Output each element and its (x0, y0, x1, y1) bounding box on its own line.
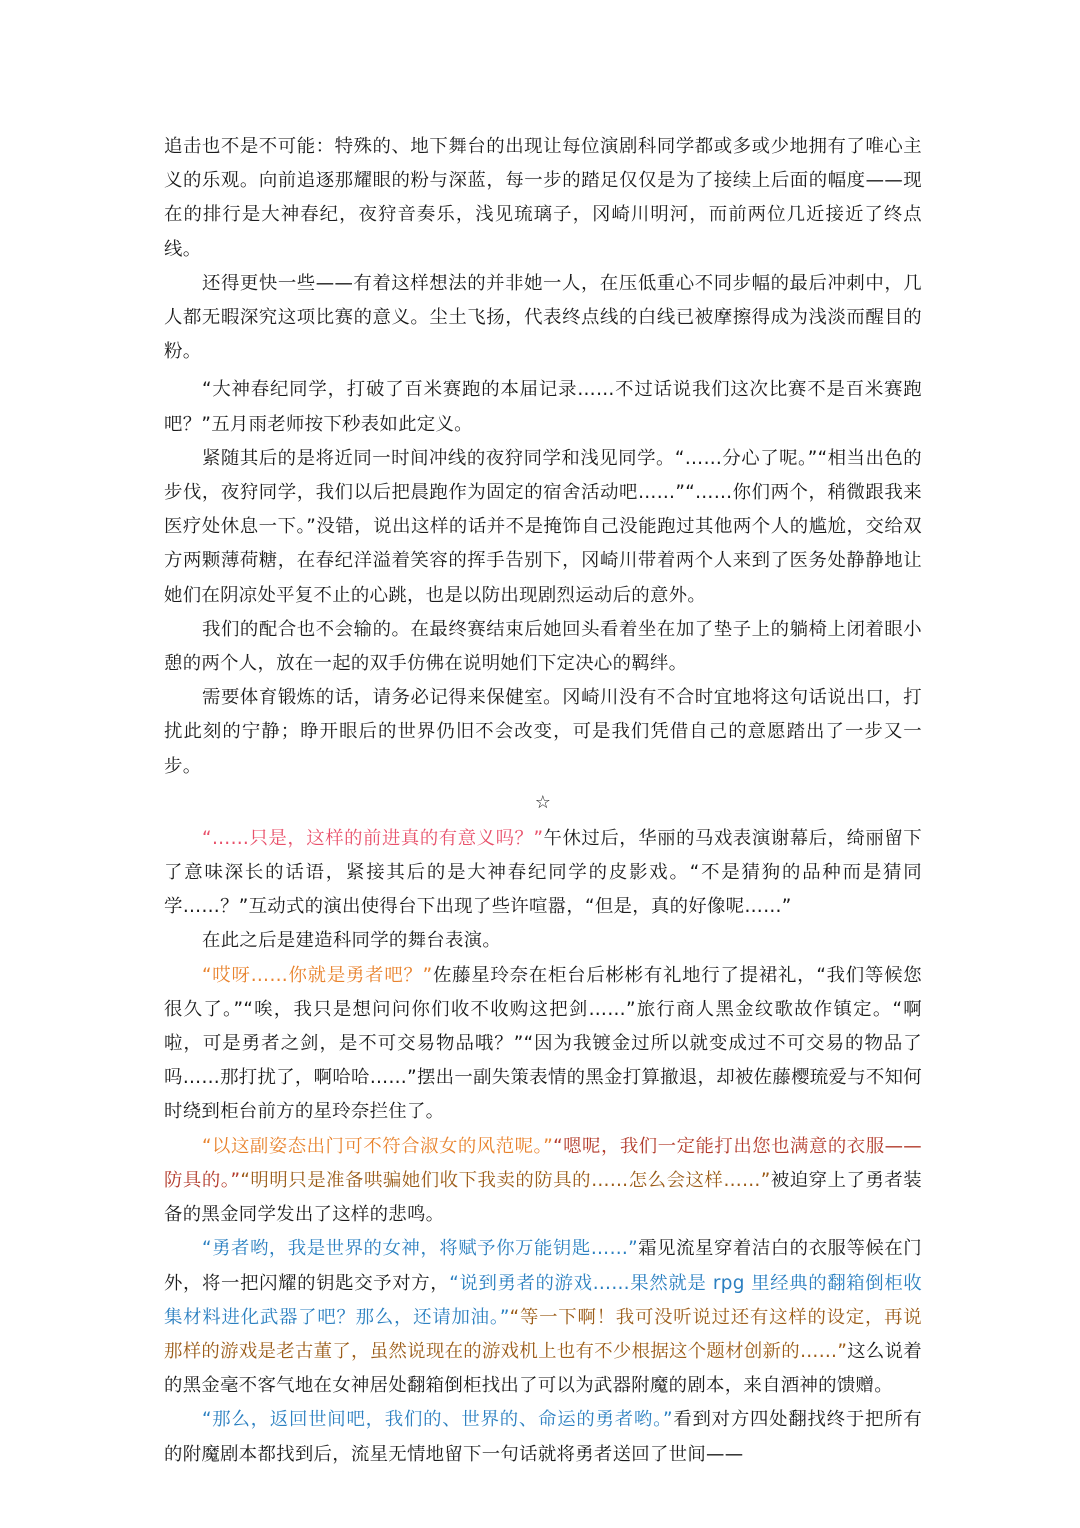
story-text (164, 130, 922, 1472)
paragraph-2: 还得更快一些——有着这样想法的并非她一人，在压低重心不同步幅的最后冲刺中，几人都无暇深究这项比赛的意义。尘土飞扬，代表终点线的白线已被摩擦得成为浅淡而醒目的粉。 (164, 272, 922, 363)
quote-ryusei: “说到勇者的游戏……果然就是 rpg 里经典的翻箱倒柜收集材料进化武器了吧？那么，还请加油。” (164, 1272, 922, 1328)
paragraph-8: 在此之后是建造科同学的舞台表演。 (202, 930, 502, 952)
quote-ryusei: “勇者哟，我是世界的女神，将赋予你万能钥匙……” (202, 1238, 638, 1260)
paragraph-6: 需要体育锻炼的话，请务必记得来保健室。冈崎川没有不合时宜地将这句话说出口，打扰此刻的宁静；睁开眼后的世界仍旧不会改变，可是我们凭借自己的意愿踏出了一步又一步。 (164, 687, 922, 777)
paragraph-11 (164, 1232, 922, 1403)
quote-seirena: “哎呀……你就是勇者吧？” (202, 964, 433, 986)
paragraph-10 (164, 1130, 922, 1233)
quote-ryusei: “那么，返回世间吧，我们的、世界的、命运的勇者哟。” (202, 1409, 673, 1431)
section-divider-star: ☆ (534, 791, 552, 813)
quote-kurokane: “等一下啊！我可没听说过还有这样的设定，再说那样的游戏是老古董了，虽然说现在的游戏机上也有不少根据这个题材创新的……” (164, 1306, 922, 1362)
quote-sakura: “嗯呢，我们一定能打出您也满意的衣服——防具的。” (164, 1135, 922, 1191)
narration: 被迫穿上了勇者装备的黑金同学发出了这样的悲鸣。 (164, 1169, 922, 1226)
paragraph-5: 我们的配合也不会输的。在最终赛结束后她回头看着坐在加了垫子上的躺椅上闭着眼小憩的两个人，放在一起的双手仿佛在说明她们下定决心的羁绊。 (164, 618, 922, 675)
narration: 看到对方四处翻找终于把所有的附魔剧本都找到后，流星无情地留下一句话就将勇者送回了世间—— (164, 1409, 923, 1465)
narration: 霜见流星穿着洁白的衣服等候在门外，将一把闪耀的钥匙交予对方， (164, 1238, 922, 1294)
paragraph-12 (164, 1403, 922, 1471)
narration: 午休过后，华丽的马戏表演谢幕后，绮丽留下了意味深长的话语，紧接其后的是大神春纪同学的皮影戏。“不是猜狗的品种而是猜同学……？”互动式的演出使得台下出现了些许喧嚣，“但是，真的好像呢……” (164, 827, 922, 918)
paragraph-4: 紧随其后的是将近同一时间冲线的夜狩同学和浅见同学。“……分心了呢。”“相当出色的步伐，夜狩同学，我们以后把晨跑作为固定的宿舍活动吧……”“……你们两个，稍微跟我来医疗处休息一下。”没错，说出这样的话并不是掩饰自己没能跑过其他两个人的尴尬，交给双方两颗薄荷糖，在春纪洋溢着笑容的挥手告别下，冈崎川带着两个人来到了医务处静静地让她们在阴凉处平复不止的心跳，也是以防出现剧烈运动后的意外。 (164, 447, 922, 606)
narration: 这么说着的黑金毫不客气地在女神居处翻箱倒柜找出了可以为武器附魔的剧本，来自酒神的馈赠。 (164, 1340, 922, 1397)
quote-seirena: “以这副姿态出门可不符合淑女的风范呢。” (202, 1135, 554, 1157)
quote-kurokane: “明明只是准备哄骗她们收下我卖的防具的……怎么会这样……” (240, 1169, 771, 1191)
quote-kirei: “……只是，这样的前进真的有意义吗？” (202, 827, 544, 849)
paragraph-3: “大神春纪同学，打破了百米赛跑的本届记录……不过话说我们这次比赛不是百米赛跑吧？”五月雨老师按下秒表如此定义。 (164, 379, 922, 435)
narration: 佐藤星玲奈在柜台后彬彬有礼地行了提裙礼，“我们等候您很久了。”“唉，我只是想问问你们收不收购这把剑……”旅行商人黑金纹歌故作镇定。“啊啦，可是勇者之剑，是不可交易物品哦？”“因为我镀金过所以就变成过不可交易的物品了吗……那打扰了，啊哈哈……”摆出一副失策表情的黑金打算撤退，却被佐藤樱琉爱与不知何时绕到柜台前方的星玲奈拦住了。 (164, 964, 922, 1123)
paragraph-1: 追击也不是不可能：特殊的、地下舞台的出现让每位演剧科同学都或多或少地拥有了唯心主义的乐观。向前追逐那耀眼的粉与深蓝，每一步的踏足仅仅是为了接续上后面的幅度——现在的排行是大神春纪，夜狩音奏乐，浅见琉璃子，冈崎川明河，而前两位几近接近了终点线。 (164, 136, 922, 260)
paragraph-7 (164, 822, 922, 925)
paragraph-9 (164, 959, 922, 1130)
